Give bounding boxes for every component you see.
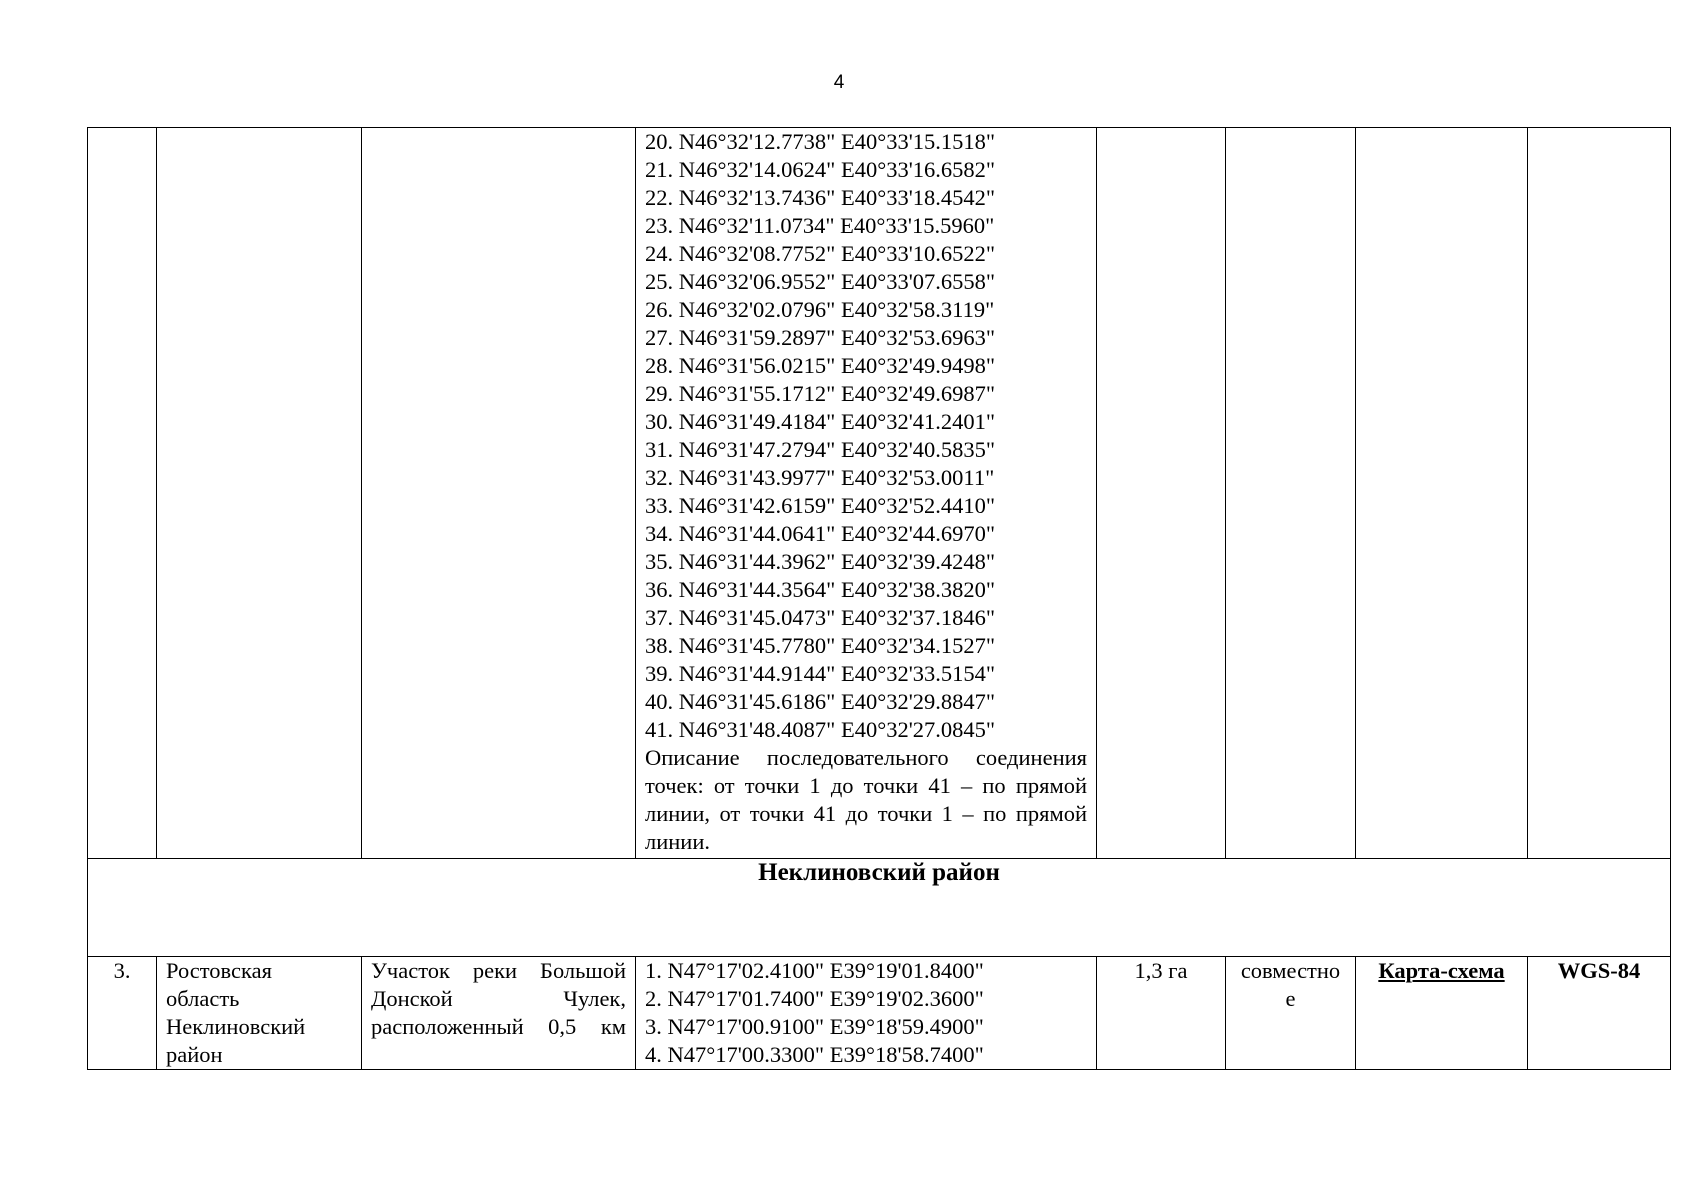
crs-cell: WGS-84 (1528, 957, 1671, 1070)
coordinates-table (87, 127, 1671, 1070)
usage-line: е (1285, 986, 1296, 1011)
coordinate-line: 26. N46°32'02.0796" E40°32'58.3119" (645, 297, 995, 322)
coordinate-line: 24. N46°32'08.7752" E40°33'10.6522" (645, 241, 996, 266)
area-cell (1097, 128, 1226, 859)
coordinate-line: 39. N46°31'44.9144" E40°32'33.5154" (645, 661, 996, 686)
coordinate-line: 28. N46°31'56.0215" E40°32'49.9498" (645, 353, 996, 378)
coordinate-line: 35. N46°31'44.3962" E40°32'39.4248" (645, 549, 996, 574)
coordinate-line: 21. N46°32'14.0624" E40°33'16.6582" (645, 157, 996, 182)
usage-line: совместно (1240, 958, 1341, 983)
site-cell (362, 128, 636, 859)
area-cell: 1,3 га (1097, 957, 1226, 1070)
region-line: район (166, 1042, 223, 1067)
coordinate-line: 33. N46°31'42.6159" E40°32'52.4410" (645, 493, 996, 518)
page-number: 4 (833, 72, 845, 93)
coordinate-line: 27. N46°31'59.2897" E40°32'53.6963" (645, 325, 996, 350)
region-line: Неклиновский (166, 1014, 306, 1039)
site-line: Донской Чулек, (371, 986, 626, 1011)
usage-cell (1226, 128, 1356, 859)
coordinate-line: 37. N46°31'45.0473" E40°32'37.1846" (645, 605, 996, 630)
coordinate-line: 29. N46°31'55.1712" E40°32'49.6987" (645, 381, 996, 406)
number-cell (88, 128, 157, 859)
coordinate-line: 41. N46°31'48.4087" E40°32'27.0845" (645, 717, 996, 742)
coordinate-line: 32. N46°31'43.9977" E40°32'53.0011" (645, 465, 995, 490)
coordinate-line: 2. N47°17'01.7400" E39°19'02.3600" (645, 986, 984, 1011)
continued-row (88, 128, 1671, 859)
coordinate-line: 20. N46°32'12.7738" E40°33'15.1518" (645, 129, 996, 154)
coordinate-line: 1. N47°17'02.4100" E39°19'01.8400" (645, 958, 984, 983)
coordinate-line: 31. N46°31'47.2794" E40°32'40.5835" (645, 437, 996, 462)
region-cell (157, 957, 362, 1070)
site-cell (362, 957, 636, 1070)
crs-cell (1528, 128, 1671, 859)
region-line: Ростовская (166, 958, 272, 983)
section-row (88, 859, 1671, 957)
section-title: Неклиновский район (88, 859, 1671, 957)
site-line: Участок реки Большой (371, 958, 626, 983)
coordinate-line: 23. N46°32'11.0734" E40°33'15.5960" (645, 213, 995, 238)
coordinate-list (645, 128, 1087, 744)
coordinates-cell (636, 128, 1097, 859)
region-line: область (166, 986, 240, 1011)
usage-cell (1226, 957, 1356, 1070)
table-row (88, 957, 1671, 1070)
coordinate-line: 22. N46°32'13.7436" E40°33'18.4542" (645, 185, 996, 210)
site-line: расположенный 0,5 км (371, 1014, 626, 1039)
coordinates-cell (636, 957, 1097, 1070)
map-cell (1356, 128, 1528, 859)
connection-description: Описание последовательного соединения точек: от точки 1 до точки 41 – по прямой линии, от точки 41 до точки 1 – по прямой линии. (645, 745, 1087, 854)
coordinate-line: 3. N47°17'00.9100" E39°18'59.4900" (645, 1014, 984, 1039)
coordinate-line: 40. N46°31'45.6186" E40°32'29.8847" (645, 689, 996, 714)
region-cell (157, 128, 362, 859)
coordinate-line: 30. N46°31'49.4184" E40°32'41.2401" (645, 409, 996, 434)
coordinate-line: 36. N46°31'44.3564" E40°32'38.3820" (645, 577, 996, 602)
row-number: 3. (88, 957, 157, 1070)
coordinate-line: 38. N46°31'45.7780" E40°32'34.1527" (645, 633, 996, 658)
coordinate-line: 25. N46°32'06.9552" E40°33'07.6558" (645, 269, 996, 294)
coordinate-line: 4. N47°17'00.3300" E39°18'58.7400" (645, 1042, 984, 1067)
coordinate-list (645, 957, 1087, 1069)
coordinate-line: 34. N46°31'44.0641" E40°32'44.6970" (645, 521, 996, 546)
map-scheme-link[interactable]: Карта-схема (1356, 957, 1528, 1070)
